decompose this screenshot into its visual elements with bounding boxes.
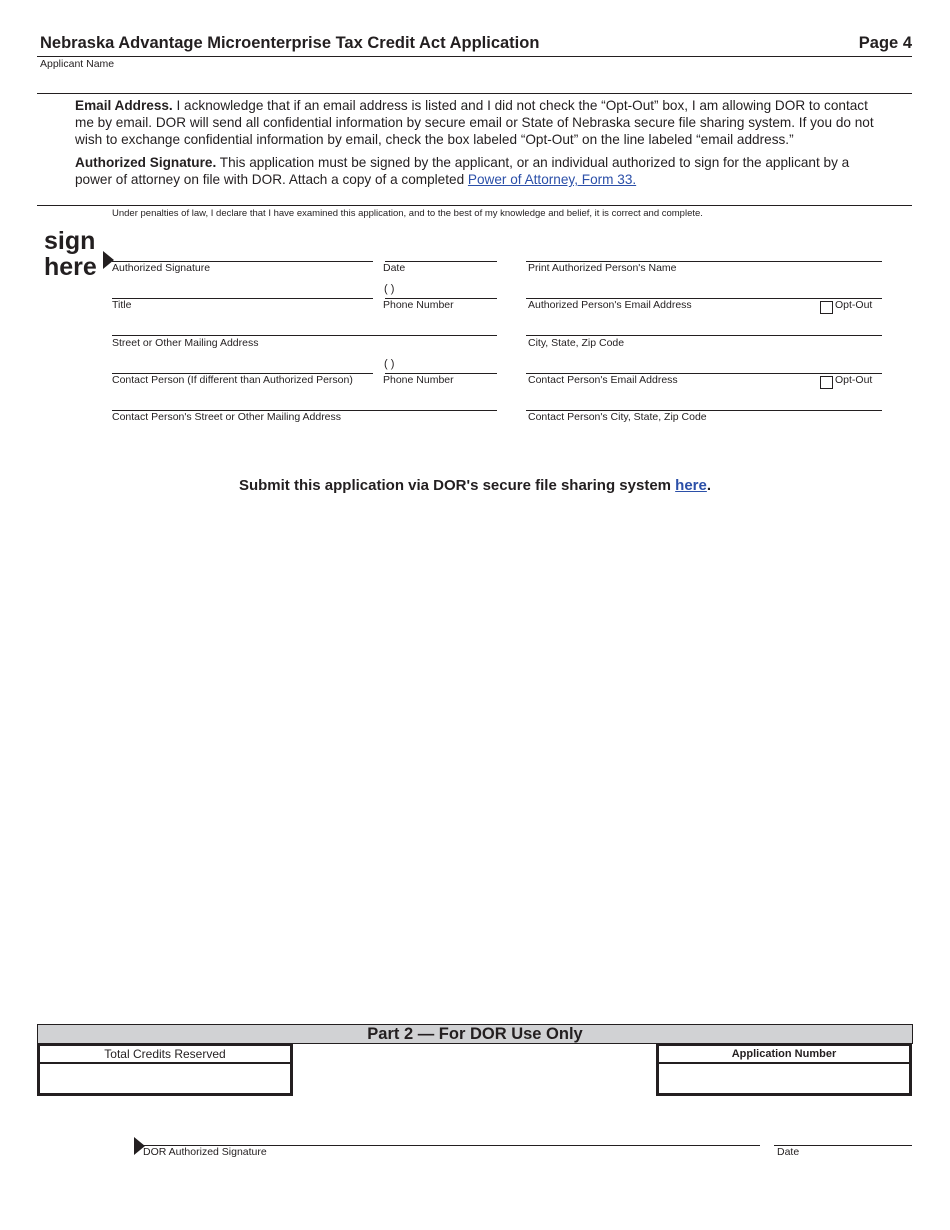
submit-text: Submit this application via DOR's secure file sharing system <box>238 477 676 494</box>
title-line[interactable] <box>112 298 373 299</box>
submit-instruction <box>0 477 950 494</box>
contact-phone-paren: ( ) <box>384 358 395 370</box>
auth-email-label: Authorized Person's Email Address <box>528 299 692 311</box>
page-number: Page 4 <box>858 34 912 52</box>
contact-street-label: Contact Person's Street or Other Mailing Address <box>112 411 342 423</box>
contact-email-label: Contact Person's Email Address <box>528 374 678 386</box>
declaration: Under penalties of law, I declare that I have examined this application, and to the best of my knowledge and belief, it is correct and complete. <box>112 208 703 219</box>
contact-phone-label: Phone Number <box>383 374 454 386</box>
email-heading: Email Address. <box>75 98 173 113</box>
contact-person-label: Contact Person (If different than Authorized Person) <box>112 374 353 386</box>
header-rule <box>37 56 912 57</box>
part2-heading: Part 2 — For DOR Use Only <box>37 1024 913 1044</box>
power-of-attorney-link[interactable]: Power of Attorney, Form 33. <box>467 172 637 187</box>
phone-paren: ( ) <box>384 283 395 295</box>
title-label: Title <box>112 299 132 311</box>
signature-heading: Authorized Signature. <box>75 155 217 170</box>
dor-signature-label: DOR Authorized Signature <box>143 1146 267 1158</box>
submit-here-link[interactable]: here <box>675 477 707 494</box>
divider <box>37 205 912 206</box>
street-line[interactable] <box>112 335 497 336</box>
total-credits-box[interactable] <box>37 1043 293 1096</box>
sign-here-line2: here <box>44 253 97 281</box>
opt-out-label: Opt-Out <box>835 299 873 311</box>
divider <box>37 93 912 94</box>
phone-label: Phone Number <box>383 299 454 311</box>
email-paragraph <box>75 97 881 148</box>
application-number-label: Application Number <box>659 1046 909 1064</box>
contact-opt-out-label: Opt-Out <box>835 374 873 386</box>
contact-city-label: Contact Person's City, State, Zip Code <box>528 411 707 423</box>
applicant-name-label: Applicant Name <box>40 58 115 70</box>
contact-opt-out-checkbox[interactable] <box>820 376 833 389</box>
sign-here-label <box>44 228 97 280</box>
signature-text: This application must be signed by the applicant, or an individual authorized to sign for the applicant by a power of attorney on file with DOR. Attach a copy of a completed <box>75 155 850 187</box>
submit-end: . <box>706 477 712 494</box>
city-line[interactable] <box>526 335 882 336</box>
dor-date-label: Date <box>777 1146 800 1158</box>
sign-here-line1: sign <box>44 227 96 255</box>
total-credits-label: Total Credits Reserved <box>40 1046 290 1064</box>
email-text: I acknowledge that if an email address is listed and I did not check the “Opt-Out” box, I am allowing DOR to contact me by email. DOR will send all confidential information by secure email or State of Nebraska secure file sharing system. If you do not wish to exchange confidential information by email, check the box labeled “Opt-Out” on the line labeled “email address.” <box>75 98 874 147</box>
city-label: City, State, Zip Code <box>528 337 625 349</box>
date-label: Date <box>383 262 406 274</box>
opt-out-checkbox[interactable] <box>820 301 833 314</box>
print-name-label: Print Authorized Person's Name <box>528 262 677 274</box>
application-number-box[interactable] <box>656 1043 912 1096</box>
signature-paragraph <box>75 154 881 188</box>
street-label: Street or Other Mailing Address <box>112 337 259 349</box>
authorized-signature-label: Authorized Signature <box>112 262 211 274</box>
form-title: Nebraska Advantage Microenterprise Tax Credit Act Application <box>40 34 540 52</box>
